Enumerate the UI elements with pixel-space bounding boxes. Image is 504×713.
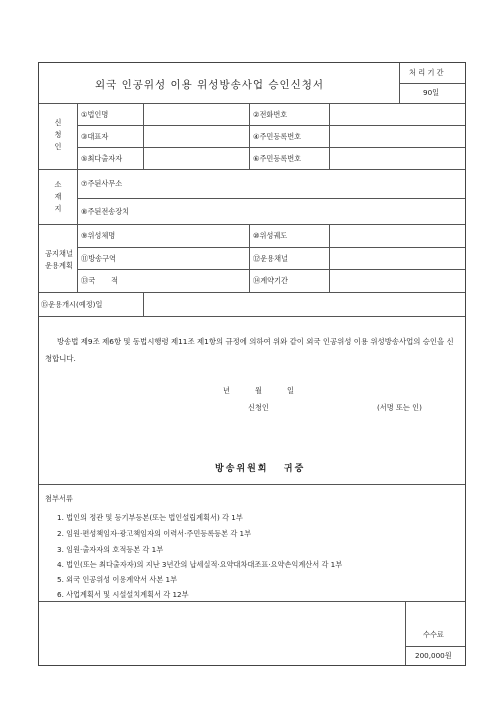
- attachment-item: 3. 임원·출자자의 호적등본 각 1부: [57, 545, 164, 554]
- date-day: 일: [287, 386, 294, 395]
- representative-label: ③대표자: [81, 132, 109, 141]
- attachment-item: 5. 외국 인공위성 이용계약서 사본 1부: [57, 575, 178, 584]
- date-year: 년: [223, 386, 230, 395]
- applicant-group-label: 신 청 인: [54, 118, 62, 151]
- signature-label: 신청인: [248, 403, 269, 412]
- attachment-item: 4. 법인(또는 최다출자자)의 지난 3년간의 납세실적·요약대차대조표·요약손익계산서 각 1부: [57, 560, 343, 569]
- operating-channel-label: ⑫운용채널: [253, 254, 288, 263]
- application-form: [38, 62, 466, 666]
- attachment-item: 2. 임원·편성책임자·광고책임자의 이력서·주민등록등본 각 1부: [57, 529, 252, 538]
- resident-number-label-2: ⑥주민등록번호: [253, 154, 302, 163]
- main-transmitter-label: ⑧주된전송장치: [81, 207, 130, 216]
- broadcast-area-label: ⑪방송구역: [81, 254, 116, 263]
- processing-period-value: 90일: [423, 88, 440, 97]
- contract-period-label: ⑭계약기간: [253, 276, 288, 285]
- start-date-label: ⑮운용개시(예정)일: [41, 300, 103, 309]
- processing-period-label: 처 리 기 간: [409, 68, 444, 77]
- form-title: 외국 인공위성 이용 위성방송사업 승인신청서: [95, 79, 325, 91]
- signature-note: (서명 또는 인): [377, 403, 422, 412]
- application-statement: 방송법 제9조 제6항 및 동법시행령 제11조 제1항의 규정에 의하여 위와 같이 외국 인공위성 이용 위성방송사업의 승인을 신청합니다.: [45, 337, 454, 363]
- satellite-name-label: ⑨위성체명: [81, 231, 116, 240]
- satellite-orbit-label: ⑩위성궤도: [253, 231, 288, 240]
- resident-number-label-1: ④주민등록번호: [253, 132, 302, 141]
- nationality-label: ⑬국 적: [81, 276, 119, 285]
- largest-investor-label: ⑤최다출자자: [81, 154, 123, 163]
- corp-name-label: ①법인명: [81, 110, 109, 119]
- fee-value: 200,000원: [415, 651, 452, 660]
- fee-label: 수수료: [423, 630, 444, 639]
- attachment-item: 1. 법인의 정관 및 등기부등본(또는 법인설립계획서) 각 1부: [57, 513, 243, 522]
- attachments-title: 첨부서류: [45, 494, 73, 503]
- date-month: 월: [255, 386, 262, 395]
- attachment-item: 6. 사업계획서 및 시설설치계획서 각 12부: [57, 590, 189, 599]
- main-office-label: ⑦주된사무소: [81, 179, 123, 188]
- recipient-authority: 방송위원회 귀중: [215, 464, 306, 474]
- phone-label: ②전화번호: [253, 110, 288, 119]
- location-group-label: 소 재 지: [54, 180, 62, 213]
- channel-plan-group-label: 공지채널 운용계획: [45, 249, 73, 270]
